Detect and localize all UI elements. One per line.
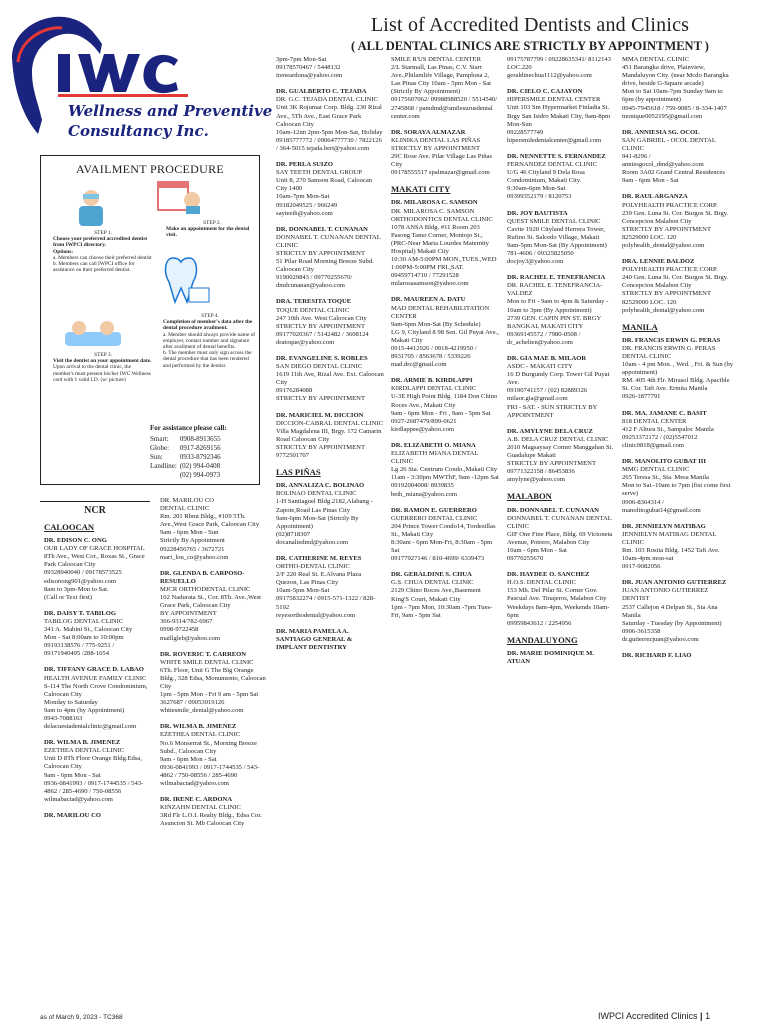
- step3-text: Visit the dentist on your appointment date.: [53, 358, 152, 365]
- dentist-name: DR. RAUL ARGANZA: [622, 193, 688, 201]
- dentist-name: DR. MARIE DOMINIQUE M. ATUAN: [507, 649, 594, 665]
- section-heading: CALOOCAN: [44, 522, 95, 532]
- dentist-illustration: [71, 186, 111, 226]
- section-heading: MANILA: [622, 321, 658, 332]
- phone-label: Landline:: [150, 462, 177, 470]
- clinic-entry: [276, 628, 384, 652]
- clinic-entry: [160, 651, 268, 716]
- clinic-details: DICCION-CABRAL DENTAL CLINIC Villa Magdalena III, Brgy. 172 Camarin Road Caloocan City STRICTLY BY APPOINTMENT 9772501707: [276, 419, 384, 460]
- dentist-name: DR. FRANCIS ERWIN G. PERAS: [622, 336, 721, 344]
- phone-label: Globe:: [150, 444, 170, 452]
- clinic-entry: [507, 88, 615, 145]
- step3: [53, 352, 153, 383]
- calendar-illustration: [156, 178, 202, 214]
- clinic-entry: [622, 579, 734, 644]
- clinic-details: DR. MILAROSA C. SAMSON ORTHODONTICS DENTAL CLINIC 1078 ANSA Bldg. #11 Room 203 Pasong Tamo Corner, Montojo St., (PRC-Near Maria Lourdes Maternity Hospital) Makati City 10:30 AM-5:00PM MON.,TUES.,WED 1:00PM-5:00PM FRI.,SAT. 09459714710 / 77291528 milarosasamson@yahoo.com: [391, 207, 497, 288]
- dentist-name: DR. EDISON C. ONG: [44, 537, 107, 545]
- clinic-entry: [276, 482, 384, 547]
- dentist-name: DR. GIA MAE B. MILAOR: [507, 355, 587, 362]
- step4-text: Completion of member's data after the dental procedure availment.: [163, 319, 253, 332]
- section-heading: MANDALUYONG: [507, 634, 578, 645]
- clinic-details: SAN GABRIEL - OCOL DENTAL CLINIC 941-8296 / anniesgocol_dmd@yahoo.com Room 3A02 Grand Central Residences 9am - 6pm Mon - Sat: [622, 136, 725, 185]
- clinic-entry: [622, 56, 734, 121]
- step1-title: STEP 1.: [94, 230, 112, 236]
- tooth-card-illustration: [161, 252, 211, 308]
- clinic-entry: [391, 129, 499, 178]
- dentist-name: DR. MARIA PAMELA A. SANTIAGO GENERAL & IMPLANT DENTISTRY: [276, 627, 353, 651]
- clinic-details: DONNABEL T. CUNANAN DENTAL CLINIC STRICTLY BY APPOINTMENT 51 Pilar Road Morning Breeze Subd. Caloocan City 9190029843 / 09770255670/ dmdcunanan@yahoo.com: [276, 233, 381, 290]
- section-heading: MAKATI CITY: [391, 184, 451, 195]
- clinic-entry: [622, 652, 734, 660]
- dentist-name: DR. CIELO C. CAJAYON: [507, 88, 583, 96]
- phone-row: [150, 462, 224, 471]
- clinic-entry: [622, 410, 734, 450]
- dentist-name: DR. DONNABEL T. CUNANAN: [507, 506, 599, 514]
- clinic-entry: [622, 129, 734, 186]
- step2-text: Make an appointment for the dental visit.: [166, 226, 250, 239]
- clinic-details: SAY TEETH DENTAL GROUP Unit 8, 270 Samson Road, Caloocan City 1400 10am-7pm Mon-Sat 09182049525 / 966249 sayteeth@yahoo.com: [276, 169, 373, 217]
- clinic-details: FERNANDEZ DENTAL CLINIC U/G 46 Cityland 9 Dela Rosa Condominium, Makati City. 9:30am-6pm Mon-Sat 09399352179 / 8120753: [507, 161, 598, 201]
- clinic-entry: [507, 650, 615, 666]
- dentist-name: DR. JENNIELYN MATIBAG: [622, 522, 706, 530]
- clinic-entry: [276, 412, 384, 461]
- clinic-entry: [507, 153, 615, 202]
- clinic-details: 09175787799 / 09228635341/ 8112143 LOC.220 geraldinechua1112@yahoo.com: [507, 56, 611, 80]
- clinic-entry: [160, 570, 268, 643]
- clinic-details: DONNABEL T. CUNANAN DENTAL CLINIC GIF One Fine Place, Bldg. 69 Victoneta Avenue, Potrero, Malabon City 10am - 6pm Mon - Sat 09770255670: [507, 514, 613, 563]
- clinic-details: KINZAHN DENTAL CLINIC 3Rd Flr L.O.I. Realty Bldg., Edsa Cor. Asuncion St. Mb Caloocan City: [160, 804, 262, 828]
- iwc-logo: [8, 10, 300, 150]
- page-number: 1: [705, 1011, 711, 1021]
- page-title: List of Accredited Dentists and Clinics: [370, 14, 690, 36]
- clinic-entry: [276, 555, 384, 620]
- clinic-entry: [391, 571, 499, 620]
- options-label: Options:: [53, 248, 74, 255]
- clinic-details: POLYHEALTH PRACTICE CORP. 239 Gen. Luna St. Cor. Burgos St. Brgy. Concepcion Malabon City STRICTLY BY APPOINTMENT 82529000 LOC. 120 polyhealth_dental@yahoo.com: [622, 201, 729, 249]
- clinic-entry: [391, 296, 499, 369]
- clinic-entry: [44, 537, 152, 602]
- step4-a: a. Member should always provide name of employer, contact number and signature after availment of dental benefits.: [163, 331, 256, 351]
- dentist-name: DR. DAISY T. TABILOG: [44, 609, 116, 617]
- clinic-details: EZETHEA DENTAL CLINIC Unit D 8Th Floor Orange Bldg.Edsa, Caloocan City 9am - 6pm Mon - Sat 0936-0841993 / 0917-1744535 / 543-4862 / 285-4690 / 750-08556 wilmabactad@yahoo.com: [44, 747, 144, 803]
- clinic-entry: [160, 796, 268, 828]
- section-heading: LAS PIÑAS: [276, 467, 321, 478]
- clinic-entry: [391, 199, 499, 288]
- clinic-entry: [276, 56, 384, 80]
- phone-number: 0917-8269156: [179, 444, 221, 452]
- phone-label: Sun:: [150, 453, 163, 461]
- phone-number: (02) 994-0973: [179, 471, 221, 479]
- dentist-name: DR. AMYLYNE DELA CRUZ: [507, 427, 593, 435]
- clinic-details: OUR LADY OF GRACE HOSPITAL 8Th Ave., West Cor., Roxas St., Grace Park Caloocan City 09328940040 / 09178573525 edisonong901@yahoo.com 8am to 3pm-Mon to Sat. (Call or Text first): [44, 545, 145, 601]
- logo-caption-line2: Consultancy Inc.: [68, 122, 209, 140]
- step2: [166, 220, 258, 239]
- clinic-details: MAD DENTAL REHABILITATION CENTER 9am-6pm Mon-Sat (By Schedule) LG 9, Cityland 8 98 Sen. Gil Puyat Ave., Makati City 0915-4412926 / 0918-4219950 / 8931705 / 8563678 / 5339226 mad.drc@gmail.com: [391, 304, 499, 369]
- phone-number: (02) 994-0408: [179, 462, 221, 470]
- phone-row: [150, 435, 224, 444]
- dentist-name: DR. MA. JAMANE C. BASIT: [622, 409, 707, 417]
- option-a: a. Members can choose their preferred dentist: [53, 254, 152, 261]
- step3-title: STEP 3.: [94, 352, 112, 358]
- clinic-details: KIRDLAPPI DENTAL CLINIC U-3E High Point Bldg. 1184 Don Chino Roces Ave., Makati City 9am - 6pm Mon - Fri , 9am - 5pm Sat 0927-2687479/899-0621 kirdlappee@yahoo.com: [391, 385, 498, 433]
- dentist-name: DR. MARICIEL M. DICCION: [276, 411, 364, 419]
- clinic-details: DR. RACHEL E. TENEFRANCIA-VALDEZ Mon to Fri - 9am to 4pm & Saturday - 10am to 3pm (By Appointment) 2739 GEN. CAPIN PIN ST. BRGY BANGKAL MAKATI CITY 09369145572 / 7980-0508 / dr_achelten@yahoo.com: [507, 282, 609, 346]
- dentist-name: DR. GLENDA B. CARPOSO-RESUELLO: [160, 569, 245, 585]
- clinic-entry: [622, 523, 734, 572]
- dentist-name: DR. RACHEL E. TENEFRANCIA: [507, 274, 606, 282]
- clinic-entry: [44, 666, 152, 731]
- clinic-details: TABILOG DENTAL CLINIC 341 A. Mabini St., Caloocan City Mon - Sat 8:00am to 10:00pm 09193138576 / 775-9251 / 09171940495 /288-1654: [44, 617, 133, 658]
- dentist-name: DR. GUALBERTO C. TEJADA: [276, 88, 367, 96]
- clinic-entry: [507, 274, 615, 347]
- clinic-details: POLYHEALTH PRACTICE CORP. 240 Gen. Luna St. Cor. Burgos St. Brgy. Concepcion Malabon City STRICTLY BY APPOINTMENT 82529000 LOC. 120 polyhealth_dental@yahoo.com: [622, 266, 729, 314]
- clinic-details: MMG DENTAL CLINIC 265 Teresa St., Sta. Mesa Manila Mon to Sat.-10am to 7pm (fist come first serve) 0906-8364314 / manolitogubat14@gmail.com: [622, 466, 731, 514]
- option-b: b. Members can call IWPCI office for assistance on their preferred dentist.: [53, 261, 135, 274]
- dentist-name: DR. MILAROSA C. SAMSON: [391, 199, 478, 207]
- phone-table: [150, 435, 224, 480]
- clinic-details: WHITE SMILE DENTAL CLINIC 6Th. Floor, Unit G The Big Orange Bldg., 328 Edsa, Monumento, Caloocan City 1pm - 5pm Mon - Fri 9 am - 5pm Sat 3627687 / 09053019126 whitesmile_dental@yahoo.com: [160, 658, 266, 715]
- dentist-name: DR. IRENE C. ARDONA: [160, 796, 232, 804]
- clinic-entry: [507, 571, 615, 628]
- logo-caption-line1: Wellness and Preventive: [68, 102, 273, 120]
- phone-row: [150, 444, 224, 453]
- dentist-name: DR. PERLA SUIZO: [276, 161, 333, 169]
- phone-label: [150, 471, 180, 480]
- clinic-details: QUEST SMILE DENTAL CLINIC Cavite 1920 Cityland Herrera Tower, Rufino St. Salcedo Village, Makati 9am-5pm Mon-Sat (By Appointment) 781-4606 / 09325825050 docjoy3@yahoo.com: [507, 217, 607, 266]
- clinic-entry: [276, 355, 384, 404]
- dentist-name: DR. MARILOU CO: [44, 811, 101, 819]
- clinic-entry: [507, 210, 615, 267]
- assist-title: For assistance please call:: [150, 424, 227, 432]
- dentist-name: DR. WILMA B. JIMENEZ: [160, 723, 237, 731]
- dentist-name: DR. MAUREEN A. DATU: [391, 296, 466, 304]
- dentist-name: DR. HAYDEE O. SANCHEZ: [507, 571, 590, 579]
- column-6: [622, 56, 734, 668]
- clinic-entry: [44, 812, 152, 820]
- step4-title: STEP 4.: [201, 313, 219, 319]
- dentist-name: DR. ANNIESIA SG. OCOL: [622, 128, 700, 136]
- clinic-details: MJCR ORTHODENTAL CLINIC 102 Nadurata St., Cor. 8Th. Ave.,West Grace Park, Caloocan City BY APPOINTMENT 366-9314/782-6967 0998-9722458 maillgleb@yahoo.com: [160, 585, 261, 642]
- page-subtitle: ( ALL DENTAL CLINICS ARE STRICTLY BY APPOINTMENT ): [351, 39, 709, 53]
- clinic-details: SAN DIEGO DENTAL CLINIC 1619 11th Ave, Rizal Ave. Ext. Caloocan City 09176284088 STRICTLY BY APPOINTMENT: [276, 363, 384, 403]
- dentist-name: DR. MANOLITO GUBAT III: [622, 458, 706, 466]
- clinic-entry: [276, 298, 384, 347]
- clinic-entry: [276, 161, 384, 218]
- phone-row: [150, 471, 224, 480]
- dentist-name: DRA. TERESITA TOQUE: [276, 298, 352, 306]
- clinic-details: H.O.S. DENTAL CLINIC 153 Mh. Del Pilar St. Corner Gov. Pascual Ave. Tinajeros, Malabon City Weekdays 8am-4pm, Weekends 10am-6pm 09959843612 / 2254956: [507, 579, 610, 627]
- ncr-region-label: NCR: [40, 501, 150, 516]
- clinic-details: SMILE R'US DENTAL CENTER 2/L Starmall, Las Pinas, C.V. Starr Ave.,Philamlife Village, Pamplona 2, Las Pinas City 10am - 5pm Mon - Sat (Strictly By Appointment) 09175607062/ 09988988520 / 5514540/ 2745868 / pamdmd@smilesurusdental center.com: [391, 56, 498, 120]
- dentist-name: DR. GERALDINE S. CHUA: [391, 571, 472, 579]
- clinic-details: ORTHO-DENTAL CLINIC 2/F 220 Real St. E.Alvana Plaza Quezon, Las Pinas City 10am-5pm Mon-Sat 09175832274 / 0915-571-1322 / 828-5192 reyesorthodental@yahoo.com: [276, 563, 376, 619]
- clinic-entry: [507, 355, 615, 420]
- clinic-entry: [276, 226, 384, 291]
- dentist-name: DR. SORAYA ALMAZAR: [391, 128, 466, 136]
- column-4: [391, 56, 499, 628]
- footer-date: as of March 9, 2023 - TC368: [40, 1014, 123, 1021]
- clinic-entry: [507, 428, 615, 485]
- patient-illustration: [63, 318, 123, 350]
- clinic-details: DR. MARILOU CO DENTAL CLINIC Rm. 201 Rbmt Bldg., #109 5Th. Ave.,West Grace Park, Caloocan City 9am - 6pm Mon - Sun Strictly By Appointment 09228456765 / 3672721 mari_lou_co@yahoo.com: [160, 497, 260, 561]
- phone-row: [150, 453, 224, 462]
- clinic-entry: [391, 442, 499, 499]
- step4-b: b. The member must only sign across the dental procedure that has been rendered and performed by the dentist.: [163, 350, 252, 369]
- clinic-details: EZETHEA DENTAL CLINIC No.6 Monserrat St., Morning Breeze Subd., Caloocan City 9am - 6pm Mon - Sat 0936-0841993 / 0917-1744535 / 543-4862 / 750-08556 / 285-4690 wilmabactad@yahoo.com: [160, 731, 260, 787]
- dentist-name: DR. JUAN ANTONIO GUTIERREZ: [622, 579, 727, 587]
- clinic-details: DR. G.C. TEJADA DENTAL CLINIC Unit 3K Rojumar Corp. Bldg. 230 Rizal Ave., 5Th Ave., East Grace Park Caloocan City 10am-12nn 2pm-5pm Mon-Sat, Holiday 09185777772 / 09064777730 / 7822126 / 364-5015 tejada.bert@yahoo.com: [276, 96, 383, 152]
- clinic-details: GUERRERO DENTAL CLINIC 204 Prince Tower Condo14, Tordesillas St., Makati City 8:30am - 6pm Mon-Fri, 8:30am - 5pm Sat 09177927146 / 810-4699/ 6339473: [391, 514, 496, 563]
- clinic-entry: [391, 377, 499, 434]
- dentist-name: DR. WILMA B. JIMENEZ: [44, 739, 121, 747]
- step2-title: STEP 2.: [203, 220, 221, 226]
- clinic-details: BOLINAO DENTAL CLINIC 1-H Santiaguel Bldg.2182,Alabang -Zapote,Road Las Pinas City 9am-6pm Mon-Sat (Strictly By Appointment) (02)8718307 docanaliedmd@yahoo.com: [276, 490, 373, 546]
- column-5: [507, 56, 615, 674]
- clinic-details: JUAN ANTONIO GUTIERREZ DENTIST 2537 Callejon 4 Delpan St., Sta Ana Manila Saturday - Tuesday (by Appointment) 0906-3615358 dr.gutierrezjuan@yahoo.com: [622, 587, 722, 643]
- clinic-entry: [622, 337, 734, 402]
- dentist-name: DR. JOY BAUTISTA: [507, 209, 568, 217]
- clinic-details: KLINIKA DENTAL LAS PIÑAS STRICTLY BY APPOINTMENT 29C Rose Ave. Pilar Village Las Piñas City 09178555517 spalmazar@gmail.com: [391, 136, 493, 177]
- dentist-name: DR. CATHERINE M. REYES: [276, 554, 362, 562]
- clinic-details: JENNIELYN MATIBAG DENTAL CLINIC Rm. 103 Rosita Bldg. 1452 Taft Ave. 10am-4pm mon-sat 0917-9082056: [622, 530, 720, 571]
- clinic-details: TOQUE DENTAL CLINIC 247 10th Ave. West Caloocan City STRICTLY BY APPOINTMENT 09177020367 / 5142482 / 3608124 dratoque@yahoo.com: [276, 306, 369, 346]
- clinic-entry: [44, 739, 152, 804]
- dentist-name: DR. TIFFANY GRACE D. LABAO: [44, 666, 144, 674]
- clinic-details: MMA DENTAL CLINIC 451 Barangka drive, Plainview, Mandaluyon City. (near Mcdo Barangka drive, beside G-Square arcade) Mon to Sat 10am-7pm Sunday 9am to 6pm (by appointment) 0945-7945618 / 759-9085 / 8-334-1407 monique0052195@gmail.com: [622, 56, 729, 120]
- column-2: [160, 497, 268, 836]
- clinic-entry: [622, 193, 734, 250]
- clinic-details: G.S. CHUA DENTAL CLINIC 2129 Chino Roces Ave.,Basement King'S Court, Makati City 1pm - 7pm Mon, 10:30am -7pm Tues-Fri, 9am - 5pm Sat: [391, 579, 493, 619]
- dentist-name: DR. NENNETTE S. FERNANDEZ: [507, 152, 606, 160]
- column-3: [276, 56, 384, 660]
- availment-heading: AVAILMENT PROCEDURE: [75, 162, 225, 176]
- clinic-entry: [507, 507, 615, 564]
- dentist-name: DR. DONNABEL T. CUNANAN: [276, 225, 368, 233]
- clinic-details: HIPERSMILE DENTAL CENTER Unit 103 Sm Hypermarket Finladia St. Brgy San Isidro Makati City, 9am-8pm Mon-Sun 09228577749 hipersmiledentalcenter@gmail.com: [507, 96, 611, 144]
- dentist-name: DR. RICHARD F. LIAO: [622, 652, 692, 659]
- dentist-name: DR. EVANGELINE S. ROBLES: [276, 355, 368, 362]
- dentist-name: DR. RAMON E. GUERRERO: [391, 506, 477, 514]
- clinic-entry: [276, 88, 384, 153]
- clinic-entry: [622, 458, 734, 515]
- dentist-name: DR. ELIZABETH O. MIANA: [391, 441, 476, 449]
- clinic-details: DR. FRANCIS ERWIN G. PERAS DENTAL CLINIC 10am - 4 pm Mon. , Wed. , Fri. & Sun (by appointment) RM. 405 4th Flr. Mirasol Bldg. Apacible St. Cor. Taft Ave. Ermita Manila 0926-1877791: [622, 344, 734, 401]
- assistance-contacts: [150, 424, 227, 480]
- dentist-name: DRA. LENNIE BALDOZ: [622, 258, 695, 266]
- clinic-entry: [160, 723, 268, 788]
- clinic-details: 3pm-7pm Mon-Sat 09178570467 / 5448132 ireneardona@yahoo.com: [276, 56, 343, 80]
- step1-text: Choose your preferred accredited dentist from IWPCI directory.: [53, 236, 148, 249]
- clinic-entry: [391, 56, 499, 121]
- clinic-entry: [507, 56, 615, 80]
- clinic-details: ELIZABETH MIANA DENTAL CLINIC Lg 26 Sta. Centrum Condo.,Makati City 11am - 3:30pm MWThF, 9am -12pm Sat 09192004008/ 8939835 beth_miana@yahoo.com: [391, 450, 499, 498]
- phone-number: 0908-8913655: [179, 435, 221, 443]
- phone-label: Smart:: [150, 435, 169, 443]
- footer-title: IWPCI Accredited Clinics | 1: [598, 1011, 711, 1021]
- phone-number: 0933-8792346: [179, 453, 221, 461]
- clinic-entry: [391, 507, 499, 564]
- footer-label: IWPCI Accredited Clinics: [598, 1011, 698, 1021]
- clinic-entry: [160, 497, 268, 562]
- clinic-entry: [622, 258, 734, 315]
- step1: [53, 230, 153, 273]
- dentist-name: DR. ROVERIC T. CARREON: [160, 650, 247, 658]
- clinic-details: ASDC - MAKATI CITY 16 D Burgundy Corp. Tower Gil Puyat Ave. 09190741157 / (02) 82889326 milaor.gia@gmail.com FRI - SAT. - SUN STRICTLY BY APPOINTMENT: [507, 363, 610, 419]
- logo-letters: [58, 54, 188, 97]
- clinic-details: A.B. DELA CRUZ DENTAL CLINIC 2010 Magsaysay Corner Manggahan St. Guadalupe Makati STRICTLY BY APPOINTMENT 09771322158 / 86453836 amylyne@yahoo.com: [507, 435, 614, 484]
- dentist-name: DR. ANNALIZA C. BOLINAO: [276, 482, 365, 490]
- step3-detail: Upon arrival to the dental clinic, the member's must present his/her IWC Wellness card with 1 valid I.D. (w/ picture): [53, 364, 151, 383]
- clinic-entry: [44, 610, 152, 659]
- dentist-name: DR. ARMIE B. KIRDLAPPI: [391, 377, 473, 385]
- section-heading: MALABON: [507, 491, 552, 502]
- clinic-details: HEALTH AVENUE FAMILY CLINIC S-114 The North Crove Condominium, Caloocan City Monday to Saturday 9am to 4pm (by Appointment) 0943-7088163 delacuestadentalclinic@gmail.com: [44, 674, 148, 731]
- clinic-details: 818 DENTAL CENTER 412 F Altura St., Sampaloc Manila 09253372172 / (02)5547012 clinic0818@gmail.com: [622, 417, 714, 449]
- column-1: [44, 520, 152, 828]
- page-header: [300, 14, 760, 54]
- step4: [163, 313, 257, 369]
